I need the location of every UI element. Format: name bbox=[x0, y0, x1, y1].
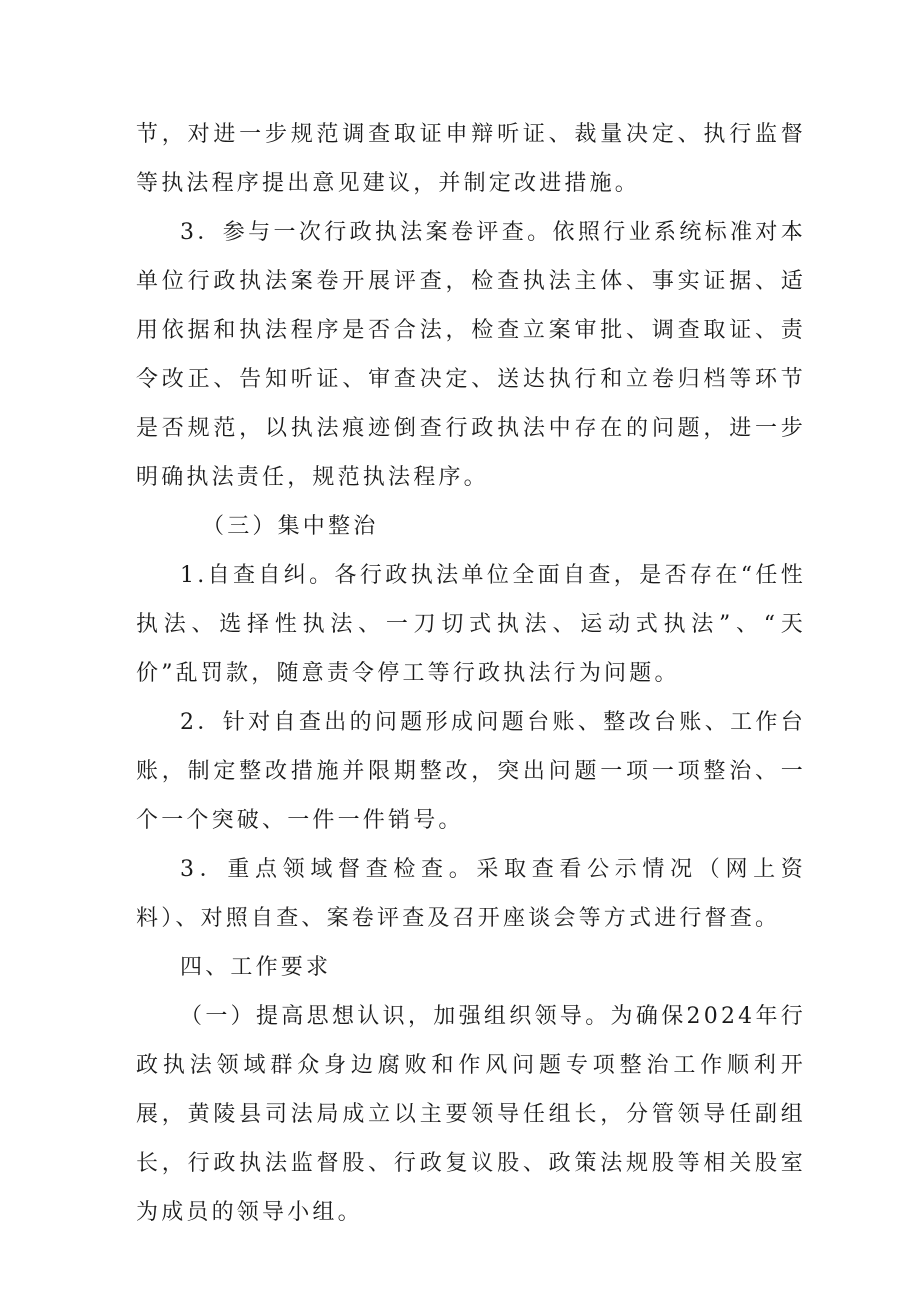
paragraph-problem-ledger: 2．针对自查出的问题形成问题台账、整改台账、工作台账，制定整改措施并限期整改，突出问题一项一项整治、一个一个突破、一件一件销号。 bbox=[136, 710, 806, 833]
section-heading-concentrated-rectification: （三）集中整治 bbox=[202, 514, 379, 539]
paragraph-self-inspection: 1.自查自纠。各行政执法单位全面自查，是否存在“任性执法、选择性执法、一刀切式执法、运动式执法”、“天价”乱罚款，随意责令停工等行政执法行为问题。 bbox=[136, 563, 806, 686]
paragraph-case-review: 3．参与一次行政执法案卷评查。依照行业系统标准对本单位行政执法案卷开展评查，检查执法主体、事实证据、适用依据和执法程序是否合法，检查立案审批、调查取证、责令改正、告知听证、审查决定、送达执行和立卷归档等环节是否规范，以执法痕迹倒查行政执法中存在的问题，进一步明确执法责任，规范执法程序。 bbox=[136, 220, 806, 490]
document-page bbox=[136, 110, 806, 1237]
paragraph-key-area-inspection: 3．重点领域督查检查。采取查看公示情况（网上资料）、对照自查、案卷评查及召开座谈会等方式进行督查。 bbox=[136, 857, 806, 931]
paragraph-leadership: （一）提高思想认识，加强组织领导。为确保2024年行政执法领域群众身边腐败和作风问题专项整治工作顺利开展，黄陵县司法局成立以主要领导任组长，分管领导任副组长，行政执法监督股、行政复议股、政策法规股等相关股室为成员的领导小组。 bbox=[136, 1004, 806, 1225]
paragraph-continuation: 节，对进一步规范调查取证申辩听证、裁量决定、执行监督等执法程序提出意见建议，并制定改进措施。 bbox=[136, 122, 806, 196]
section-heading-work-requirements: 四、工作要求 bbox=[180, 955, 332, 980]
